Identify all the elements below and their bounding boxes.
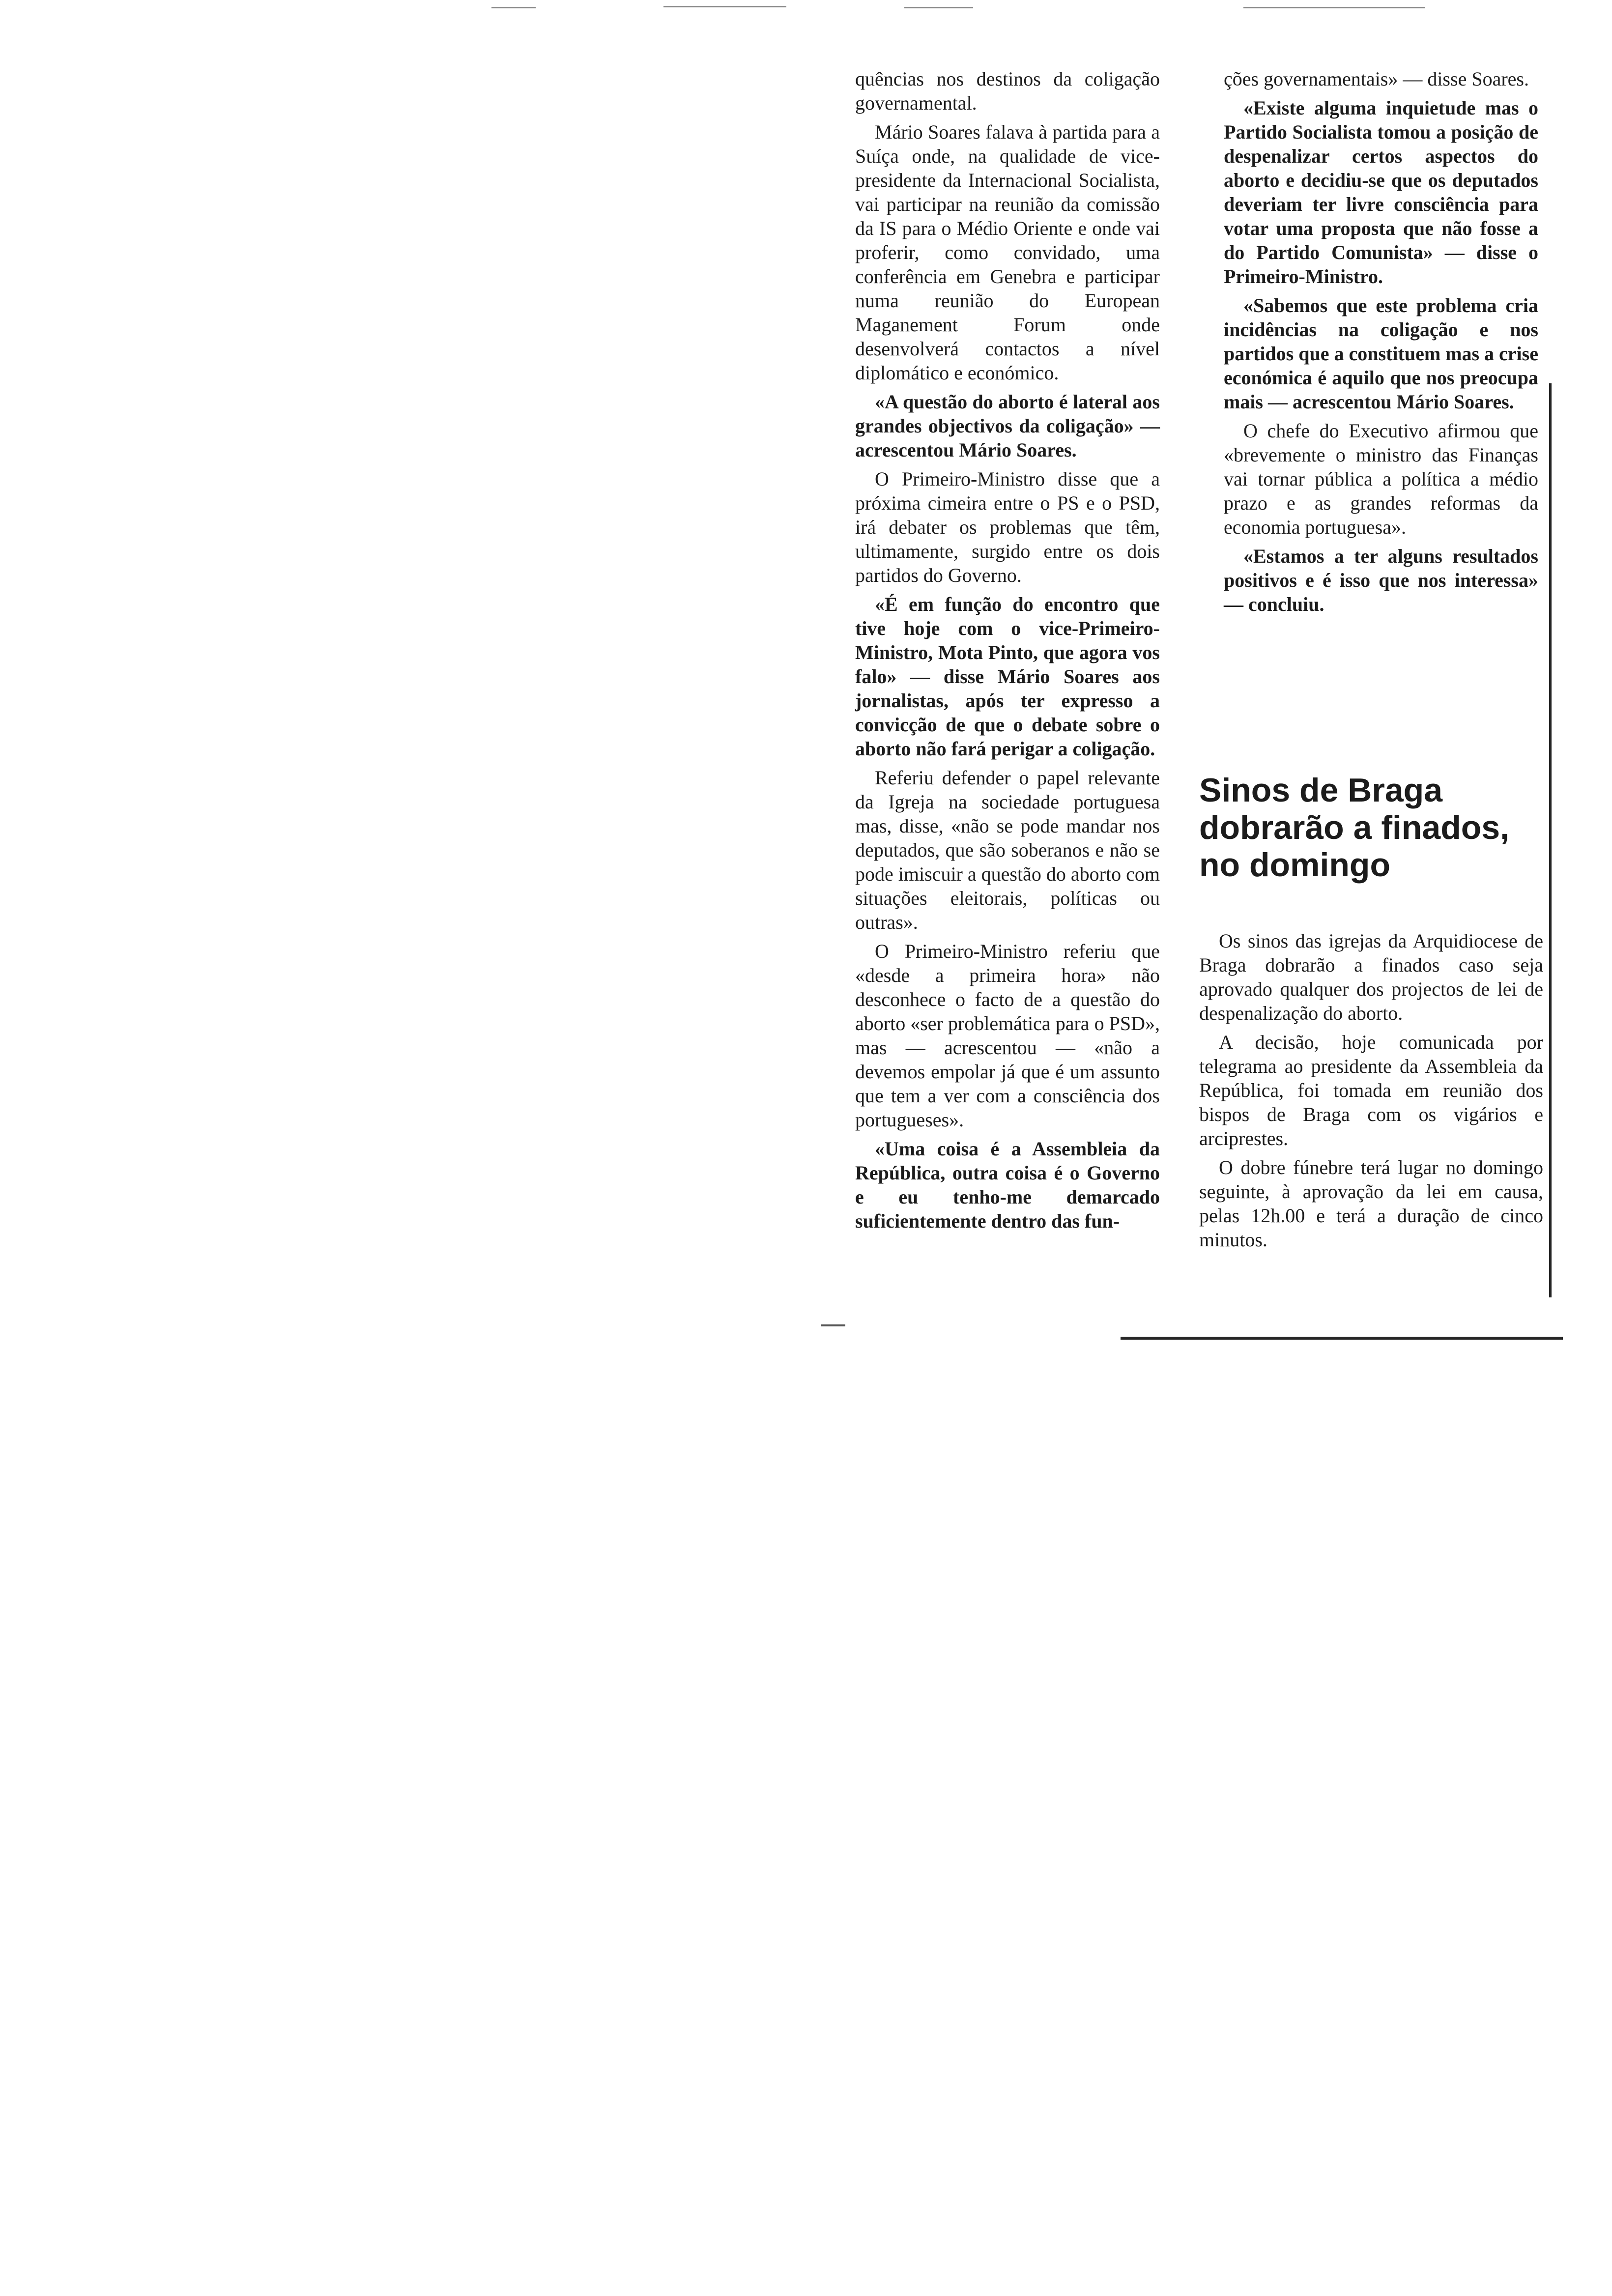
paragraph: quências nos destinos da coligação governamental. (855, 68, 1160, 114)
paragraph: Referiu defender o papel relevante da Igreja na sociedade portuguesa mas, disse, «não se pode mandar nos deputados, que são soberanos e não se pode imiscuir a questão do aborto com situações eleitorais, políticas ou outras». (855, 767, 1160, 933)
paragraph: O dobre fúnebre terá lugar no domingo seguinte, à aprovação da lei em causa, pelas 12h.00 e terá a duração de cinco minutos. (1199, 1156, 1543, 1251)
short-rule (821, 1324, 845, 1326)
headline: Sinos de Braga dobrarão a finados, no domingo (1199, 772, 1509, 884)
paragraph: O Primeiro-Ministro referiu que «desde a primeira hora» não desconhece o facto de a questão do aborto «ser problemática para o PSD», mas — acrescentou — «não a devemos empolar já que é um assunto que tem a ver com a consciência dos portugueses». (855, 940, 1160, 1131)
paragraph: Os sinos das igrejas da Arquidiocese de Braga dobrarão a finados caso seja aprovado qualquer dos projectos de lei de despenalização do aborto. (1199, 930, 1543, 1024)
paragraph: «Uma coisa é a Assembleia da República, outra coisa é o Governo e eu tenho-me demarcado suficientemente dentro das fun- (855, 1138, 1160, 1232)
paragraph: «Estamos a ter alguns resultados positivos e é isso que nos interessa» — concluiu. (1224, 545, 1538, 615)
paragraph: A decisão, hoje comunicada por telegrama ao presidente da Assembleia da República, foi tomada em reunião dos bispos de Braga com os vigários e arciprestes. (1199, 1031, 1543, 1149)
column-rule (1549, 383, 1552, 1297)
article-sinos-de-braga (1199, 772, 1543, 1257)
paragraph: ções governamentais» — disse Soares. (1224, 68, 1529, 90)
paragraph: Mário Soares falava à partida para a Suíça onde, na qualidade de vice-presidente da Internacional Socialista, vai participar na reunião da comissão da IS para o Médio Oriente e onde vai proferir, como convidado, uma conferência em Genebra e participar numa reunião do European Maganement Forum onde desenvolverá contactos a nível diplomático e económico. (855, 121, 1160, 384)
scan-mark (1243, 7, 1425, 8)
bottom-rule (1121, 1337, 1563, 1340)
article-column-1 (855, 67, 1160, 1238)
article-body (1199, 929, 1543, 1252)
scan-mark (904, 7, 973, 8)
paragraph: «Existe alguma inquietude mas o Partido Socialista tomou a posição de despenalizar certos aspectos do aborto e decidiu-se que os deputados deveriam ter livre consciência para votar uma proposta que não fosse a do Partido Comunista» — disse o Primeiro-Ministro. (1224, 97, 1538, 287)
paragraph: O Primeiro-Ministro disse que a próxima cimeira entre o PS e o PSD, irá debater os problemas que têm, ultimamente, surgido entre os dois partidos do Governo. (855, 468, 1160, 586)
article-column-2 (1224, 67, 1538, 621)
paragraph: O chefe do Executivo afirmou que «brevemente o ministro das Finanças vai tornar pública a política a médio prazo e as grandes reformas da economia portuguesa». (1224, 420, 1538, 538)
paragraph: «Sabemos que este problema cria incidências na coligação e nos partidos que a constituem mas a crise económica é aquilo que nos preocupa mais — acrescentou Mário Soares. (1224, 294, 1538, 413)
paragraph: «É em função do encontro que tive hoje com o vice-Primeiro-Ministro, Mota Pinto, que agora vos falo» — disse Mário Soares aos jornalistas, após ter expresso a convicção de que o debate sobre o aborto não fará perigar a coligação. (855, 593, 1160, 760)
scan-mark (663, 6, 786, 7)
scan-mark (491, 7, 536, 8)
paragraph: «A questão do aborto é lateral aos grandes objectivos da coligação» — acrescentou Mário Soares. (855, 391, 1160, 461)
